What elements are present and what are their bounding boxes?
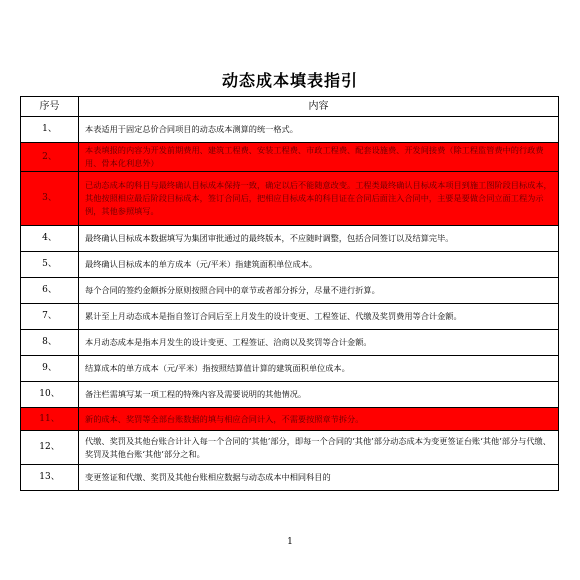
row-content: 最终确认目标成本的单方成本（元/平米）指建筑面积单位成本。	[79, 252, 559, 278]
row-content: 备注栏需填写某一项工程的特殊内容及需要说明的其他情况。	[79, 382, 559, 408]
header-content: 内容	[79, 97, 559, 117]
row-number: 6、	[21, 278, 79, 304]
table-row	[21, 465, 559, 491]
table-row-highlighted	[21, 408, 559, 431]
row-content: 本表填报的内容为开发前期费用、建筑工程费、安装工程费、市政工程费、配套设施费、开发间接费（除工程监管费中的行政费用、骨本化利息外）	[79, 143, 559, 172]
table-row	[21, 252, 559, 278]
row-content: 本表适用于固定总价合同项目的动态成本测算的统一格式。	[79, 117, 559, 143]
row-number: 7、	[21, 304, 79, 330]
table-row-highlighted	[21, 143, 559, 172]
table-row	[21, 330, 559, 356]
row-number: 3、	[21, 172, 79, 226]
table-row	[21, 356, 559, 382]
row-number: 1、	[21, 117, 79, 143]
page-title: 动态成本填表指引	[221, 71, 358, 90]
guide-table	[20, 96, 559, 491]
row-number: 5、	[21, 252, 79, 278]
row-content: 每个合同的签约金额拆分原则按照合同中的章节或者部分拆分，尽量不进行折算。	[79, 278, 559, 304]
table-row-highlighted	[21, 172, 559, 226]
row-content: 新的成本、奖罚等全部台账数据的填与相应合同计入，不需要按照章节拆分。	[79, 408, 559, 431]
table-row	[21, 117, 559, 143]
table-row	[21, 278, 559, 304]
header-num: 序号	[21, 97, 79, 117]
table-row	[21, 226, 559, 252]
row-number: 2、	[21, 143, 79, 172]
row-content: 最终确认目标成本数据填写为集团审批通过的最终版本，不应随时调整，包括合同签订以及结算完毕。	[79, 226, 559, 252]
row-content: 本月动态成本是指本月发生的设计变更、工程签证、洽商以及奖罚等合计金额。	[79, 330, 559, 356]
row-content: 已动态成本的科目与最终确认目标成本保持一致，确定以后不能随意改变。工程类最终确认目标成本项目到施工图阶段目标成本，其他按照相应最后阶段目标成本，签订合同后，把相应目标成本的科目证在合同后面注入合同中，主要是要做合同立面工程为示例，其他参照填写。	[79, 172, 559, 226]
row-content: 累计至上月动态成本是指自签订合同后至上月发生的设计变更、工程签证、代缴及奖罚费用等合计金额。	[79, 304, 559, 330]
row-number: 9、	[21, 356, 79, 382]
table-header-row	[21, 97, 559, 117]
row-number: 8、	[21, 330, 79, 356]
row-number: 11、	[21, 408, 79, 431]
row-content: 代缴、奖罚及其他台账合计计入每一个合同的‘其他’部分，即每一个合同的‘其他’部分动态成本为变更签证台账‘其他’部分与代缴、奖罚及其他台账‘其他’部分之和。	[79, 431, 559, 465]
row-content: 结算成本的单方成本（元/平米）指按照结算值计算的建筑面积单位成本。	[79, 356, 559, 382]
row-number: 12、	[21, 431, 79, 465]
row-number: 10、	[21, 382, 79, 408]
table-row	[21, 304, 559, 330]
table-row	[21, 382, 559, 408]
page-number: 1	[287, 537, 293, 547]
row-number: 4、	[21, 226, 79, 252]
row-content: 变更签证和代缴、奖罚及其他台账相应数据与动态成本中相同科目的	[79, 465, 559, 491]
table-row	[21, 431, 559, 465]
row-number: 13、	[21, 465, 79, 491]
